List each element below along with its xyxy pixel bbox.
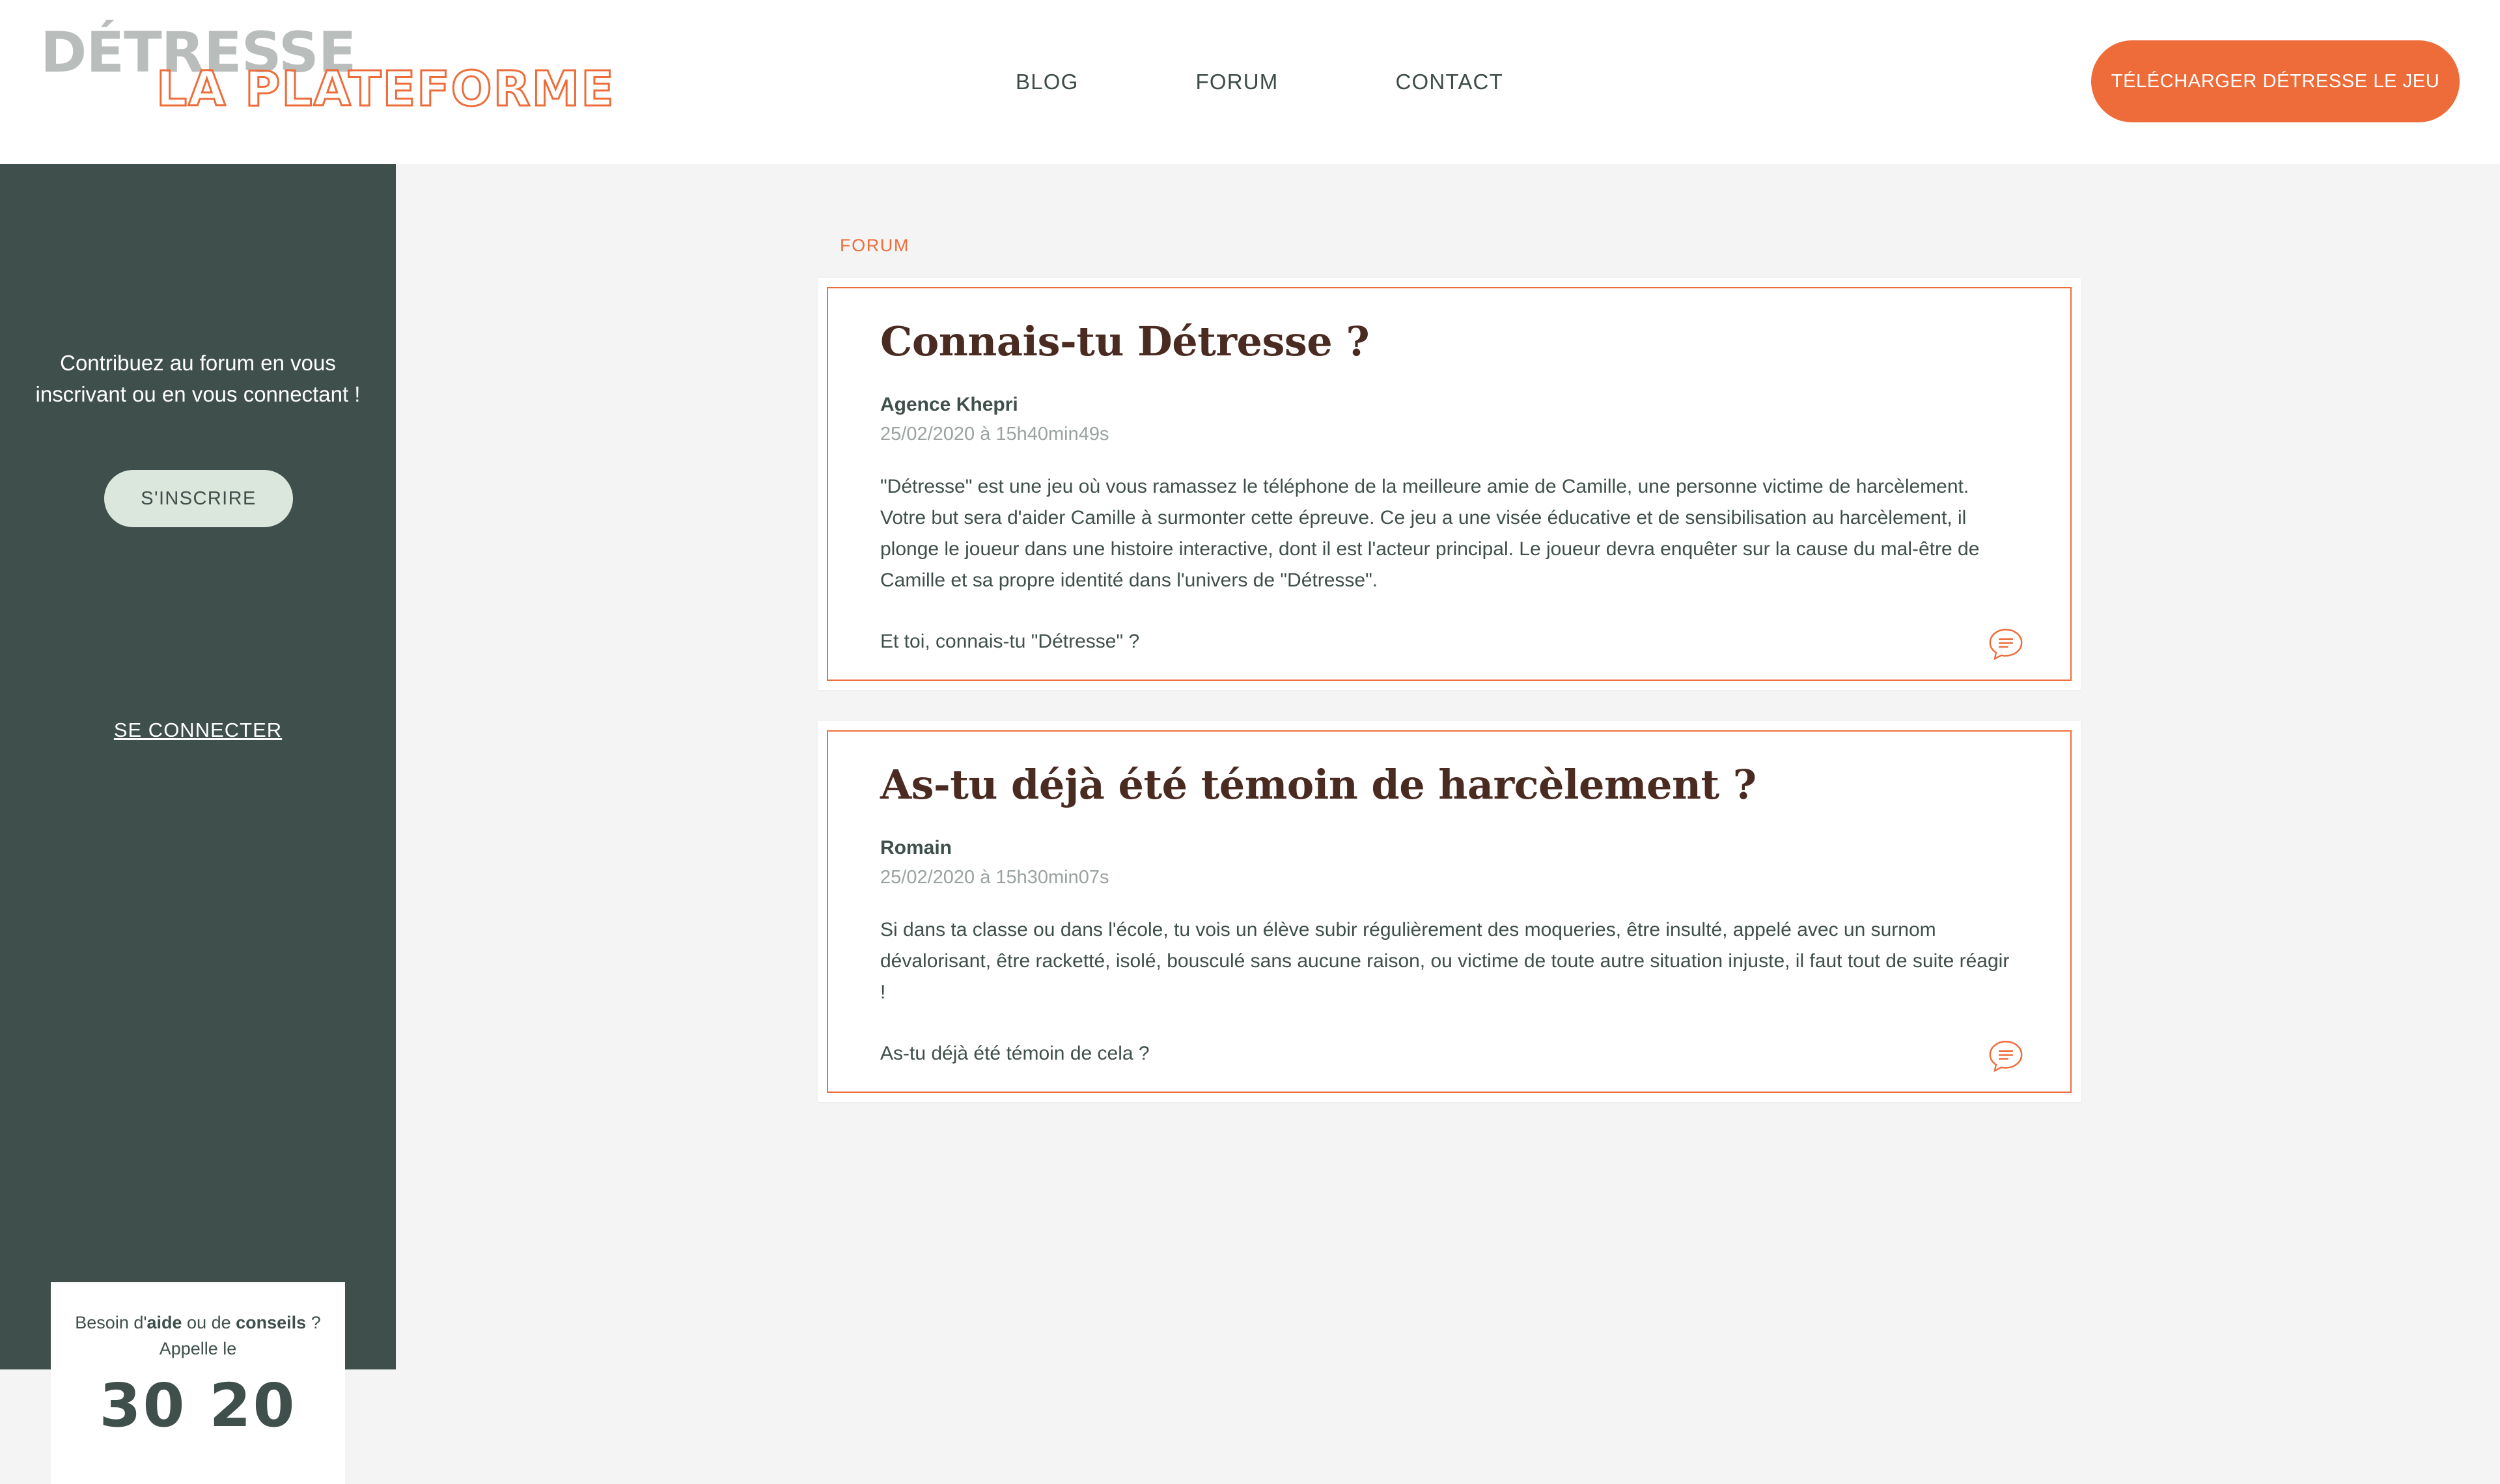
main-content (396, 164, 2500, 1369)
help-line1-mid: ou de (182, 1313, 236, 1332)
nav-item-contact[interactable]: CONTACT (1395, 70, 1503, 94)
thread-date: 25/02/2020 à 15h40min49s (880, 424, 1109, 445)
thread-paragraph: Et toi, connais-tu "Détresse" ? (880, 631, 1140, 652)
help-card-line2: Appelle le (159, 1339, 237, 1358)
thread-author: Agence Khepri (880, 394, 1018, 415)
thread-author: Romain (880, 837, 952, 859)
logo-text-top: DÉTRESSE (40, 20, 356, 85)
help-card-phone-number: 30 20 (99, 1371, 297, 1440)
sidebar-intro-text: Contribuez au forum en vous inscrivant ou en vous connectant ! (35, 351, 361, 406)
page-body (0, 164, 2500, 1440)
main-navigation (977, 0, 1542, 164)
site-header (0, 0, 2500, 164)
site-logo[interactable] (40, 20, 646, 135)
help-line1-bold-conseils: conseils (236, 1313, 307, 1332)
help-line1-bold-aide: aide (146, 1313, 182, 1332)
thread-card (818, 721, 2081, 1102)
thread-card (818, 278, 2081, 690)
thread-title: Connais-tu Détresse ? (880, 318, 1370, 365)
download-game-button[interactable]: TÉLÉCHARGER DÉTRESSE LE JEU (2091, 40, 2460, 122)
signup-button[interactable]: S'INSCRIRE (104, 470, 293, 527)
thread-body (880, 471, 2018, 657)
sidebar (0, 164, 396, 1440)
help-card-line1 (51, 1310, 345, 1336)
breadcrumb-forum[interactable]: FORUM (840, 236, 910, 255)
thread-card-inner[interactable] (827, 287, 2072, 681)
thread-date: 25/02/2020 à 15h30min07s (880, 867, 1109, 888)
help-line1-suffix: ? (306, 1313, 321, 1332)
thread-paragraph: Si dans ta classe ou dans l'école, tu vois un élève subir régulièrement des moqueries, être insulté, appelé avec un surnom dévalorisant, être racketté, isolé, bousculé sans aucune raison, ou victime de toute autre situation injuste, il faut tout de suite réagir ! (880, 919, 2010, 1003)
comment-icon[interactable] (1987, 625, 2025, 663)
help-line1-prefix: Besoin d' (75, 1313, 147, 1332)
nav-item-forum[interactable]: FORUM (1195, 70, 1279, 94)
help-card (51, 1282, 345, 1484)
logo-text-bottom: LA PLATEFORME (156, 61, 615, 117)
thread-paragraph: "Détresse" est une jeu où vous ramassez le téléphone de la meilleure amie de Camille, une personne victime de harcèlement. Votre but sera d'aider Camille à surmonter cette épreuve. Ce jeu a une visée éducative et de sensibilisation au harcèlement, il plonge le joueur dans une histoire interactive, dont il est l'acteur principal. Le joueur devra enquêter sur la cause du mal-être de Camille et sa propre identité dans l'univers de "Détresse". (880, 476, 1980, 591)
forum-thread-list (818, 278, 2081, 1133)
thread-body (880, 914, 2018, 1069)
thread-card-inner[interactable] (827, 730, 2072, 1093)
comment-icon[interactable] (1987, 1037, 2025, 1075)
login-link[interactable]: SE CONNECTER (113, 719, 283, 741)
nav-item-blog[interactable]: BLOG (1016, 70, 1079, 94)
thread-paragraph: As-tu déjà été témoin de cela ? (880, 1043, 1150, 1064)
thread-title: As-tu déjà été témoin de harcèlement ? (880, 761, 1757, 808)
